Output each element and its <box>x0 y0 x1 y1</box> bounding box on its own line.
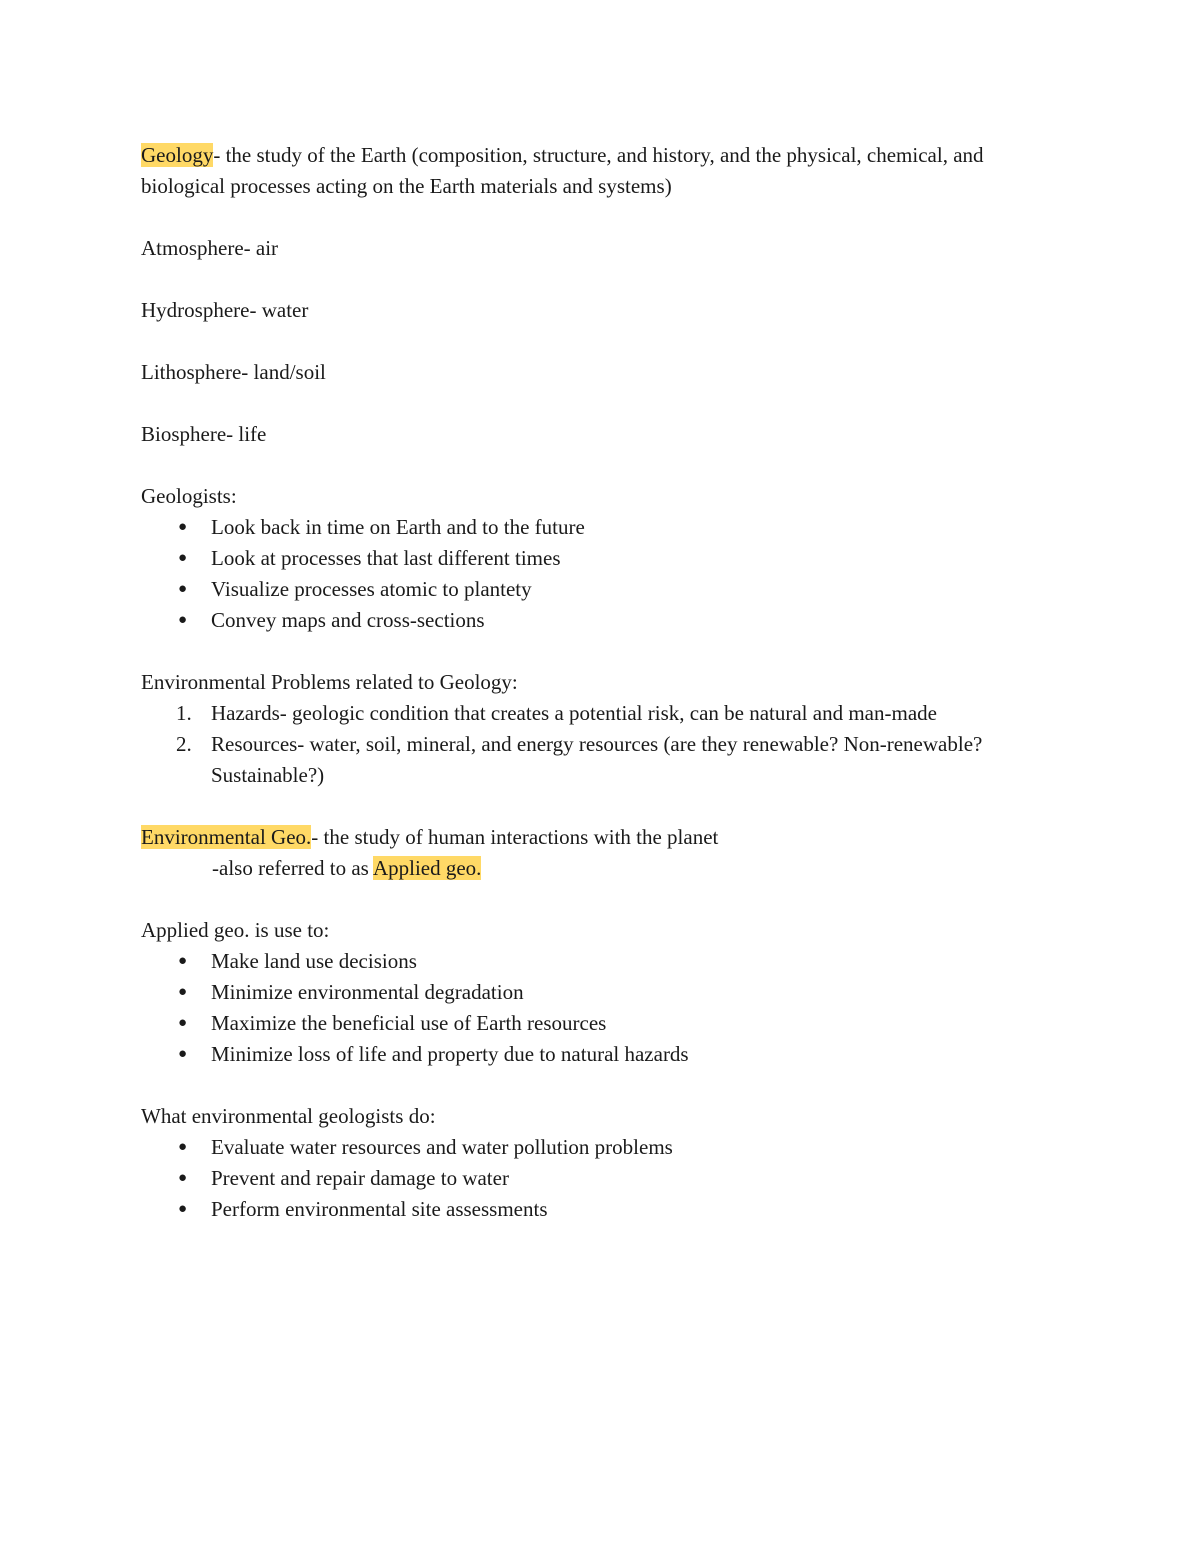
list-item: ● Evaluate water resources and water pollution problems <box>141 1132 1061 1163</box>
applied-heading: Applied geo. is use to: <box>141 918 330 942</box>
bullet-icon: ● <box>178 1170 188 1186</box>
bullet-icon: ● <box>178 519 188 535</box>
list-item: 2. Resources- water, soil, mineral, and energy resources (are they renewable? Non-renewable? Sustainable?) <box>141 729 1061 791</box>
bullet-icon: ● <box>178 1015 188 1031</box>
what-do-list <box>141 1132 1061 1225</box>
geologists-heading: Geologists: <box>141 484 237 508</box>
envgeo-definition <box>141 822 1061 853</box>
list-item: ● Look at processes that last different times <box>141 543 1061 574</box>
bullet-icon: ● <box>178 1201 188 1217</box>
applied-geo-highlight: Applied geo. <box>372 856 482 880</box>
sphere-atmosphere: Atmosphere- air <box>141 236 279 260</box>
list-item: ● Visualize processes atomic to plantety <box>141 574 1061 605</box>
envgeo-definition-text: - the study of human interactions with the planet <box>311 825 719 849</box>
list-item: ● Minimize loss of life and property due to natural hazards <box>141 1039 1061 1070</box>
list-item: ● Maximize the beneficial use of Earth resources <box>141 1008 1061 1039</box>
bullet-icon: ● <box>178 1046 188 1062</box>
what-do-heading: What environmental geologists do: <box>141 1104 436 1128</box>
geology-definition-text: - the study of the Earth (composition, structure, and history, and the physical, chemical, and biological processes acting on the Earth materials and systems) <box>141 143 984 198</box>
list-item: ● Minimize environmental degradation <box>141 977 1061 1008</box>
envgeo-aka: -also referred to as Applied geo. <box>212 856 482 880</box>
sphere-lithosphere: Lithosphere- land/soil <box>141 360 326 384</box>
envgeo-term-highlight: Environmental Geo. <box>141 825 312 849</box>
document-page <box>141 140 1061 1225</box>
bullet-icon: ● <box>178 1139 188 1155</box>
list-item: ● Perform environmental site assessments <box>141 1194 1061 1225</box>
sphere-biosphere: Biosphere- life <box>141 422 267 446</box>
list-number: 1. <box>176 701 192 725</box>
bullet-icon: ● <box>178 550 188 566</box>
problems-heading: Environmental Problems related to Geology: <box>141 670 518 694</box>
bullet-icon: ● <box>178 581 188 597</box>
applied-list <box>141 946 1061 1070</box>
geology-term-highlight: Geology <box>141 143 214 167</box>
bullet-icon: ● <box>178 984 188 1000</box>
list-number: 2. <box>176 732 192 756</box>
list-item: ● Prevent and repair damage to water <box>141 1163 1061 1194</box>
geology-definition <box>141 140 1061 202</box>
list-item: ● Make land use decisions <box>141 946 1061 977</box>
bullet-icon: ● <box>178 612 188 628</box>
list-item: ● Convey maps and cross-sections <box>141 605 1061 636</box>
bullet-icon: ● <box>178 953 188 969</box>
sphere-hydrosphere: Hydrosphere- water <box>141 298 309 322</box>
list-item: ● Look back in time on Earth and to the future <box>141 512 1061 543</box>
list-item: 1. Hazards- geologic condition that creates a potential risk, can be natural and man-made <box>141 698 1061 729</box>
problems-list <box>141 698 1061 791</box>
geologists-list <box>141 512 1061 636</box>
